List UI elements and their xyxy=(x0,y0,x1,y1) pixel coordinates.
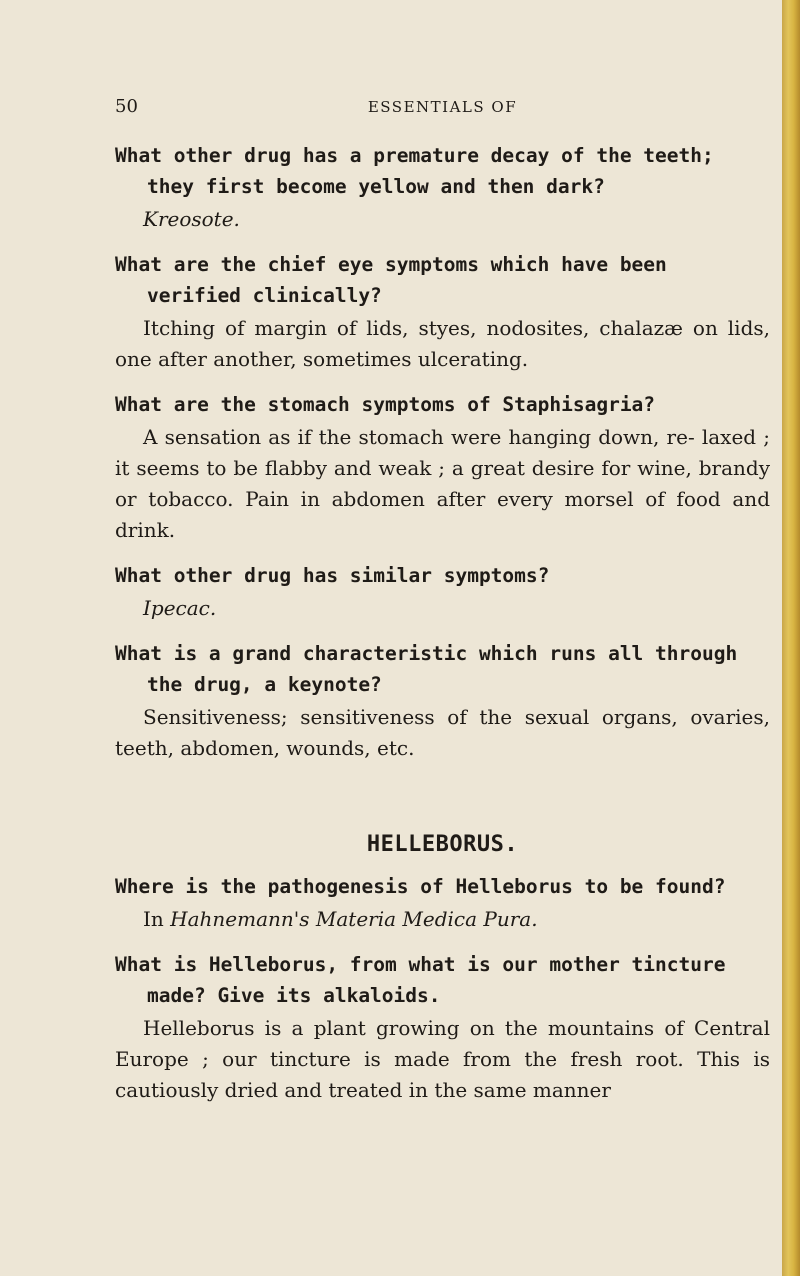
answer: Sensitiveness; sensitiveness of the sexual organs, ovaries, teeth, abdomen, wounds, etc. xyxy=(115,705,770,760)
running-head xyxy=(115,96,770,126)
running-title: ESSENTIALS OF xyxy=(367,98,518,116)
qa-block xyxy=(115,389,770,546)
answer xyxy=(115,904,770,935)
page-edge xyxy=(782,0,800,1276)
answer: A sensation as if the stomach were hanging down, re- laxed ; it seems to be flabby and weak ; a great desire for wine, brandy or tobacco. Pain in abdomen after every morsel of food and drink. xyxy=(115,425,770,542)
answer-citation: Hahnemann's Materia Medica Pura. xyxy=(170,907,538,931)
qa-block xyxy=(115,560,770,624)
qa-block xyxy=(115,871,770,935)
question: What are the stomach symptoms of Staphisagria? xyxy=(115,393,656,416)
qa-block xyxy=(115,638,770,764)
page-content xyxy=(115,96,770,1106)
qa-block xyxy=(115,949,770,1106)
question: What is Helleborus, from what is our mother tincture made? Give its alkaloids. xyxy=(115,953,738,1007)
page-number: 50 xyxy=(115,96,138,117)
answer: Ipecac. xyxy=(143,596,217,620)
answer: Itching of margin of lids, styes, nodosites, chalazæ on lids, one after another, sometimes ulcerating. xyxy=(115,316,770,371)
question: What other drug has a premature decay of the teeth; they first become yellow and then dark? xyxy=(115,144,726,198)
question: What is a grand characteristic which runs all through the drug, a keynote? xyxy=(115,642,749,696)
section-title: HELLEBORUS. xyxy=(366,832,519,857)
answer: Helleborus is a plant growing on the mountains of Central Europe ; our tincture is made from the fresh root. This is cautiously dried and treated in the same manner xyxy=(115,1016,770,1102)
qa-block xyxy=(115,140,770,235)
question: What other drug has similar symptoms? xyxy=(115,564,550,587)
question: What are the chief eye symptoms which have been verified clinically? xyxy=(115,253,679,307)
question: Where is the pathogenesis of Helleborus to be found? xyxy=(115,875,726,898)
answer-prefix: In xyxy=(143,907,171,931)
qa-block xyxy=(115,249,770,375)
answer: Kreosote. xyxy=(143,207,240,231)
